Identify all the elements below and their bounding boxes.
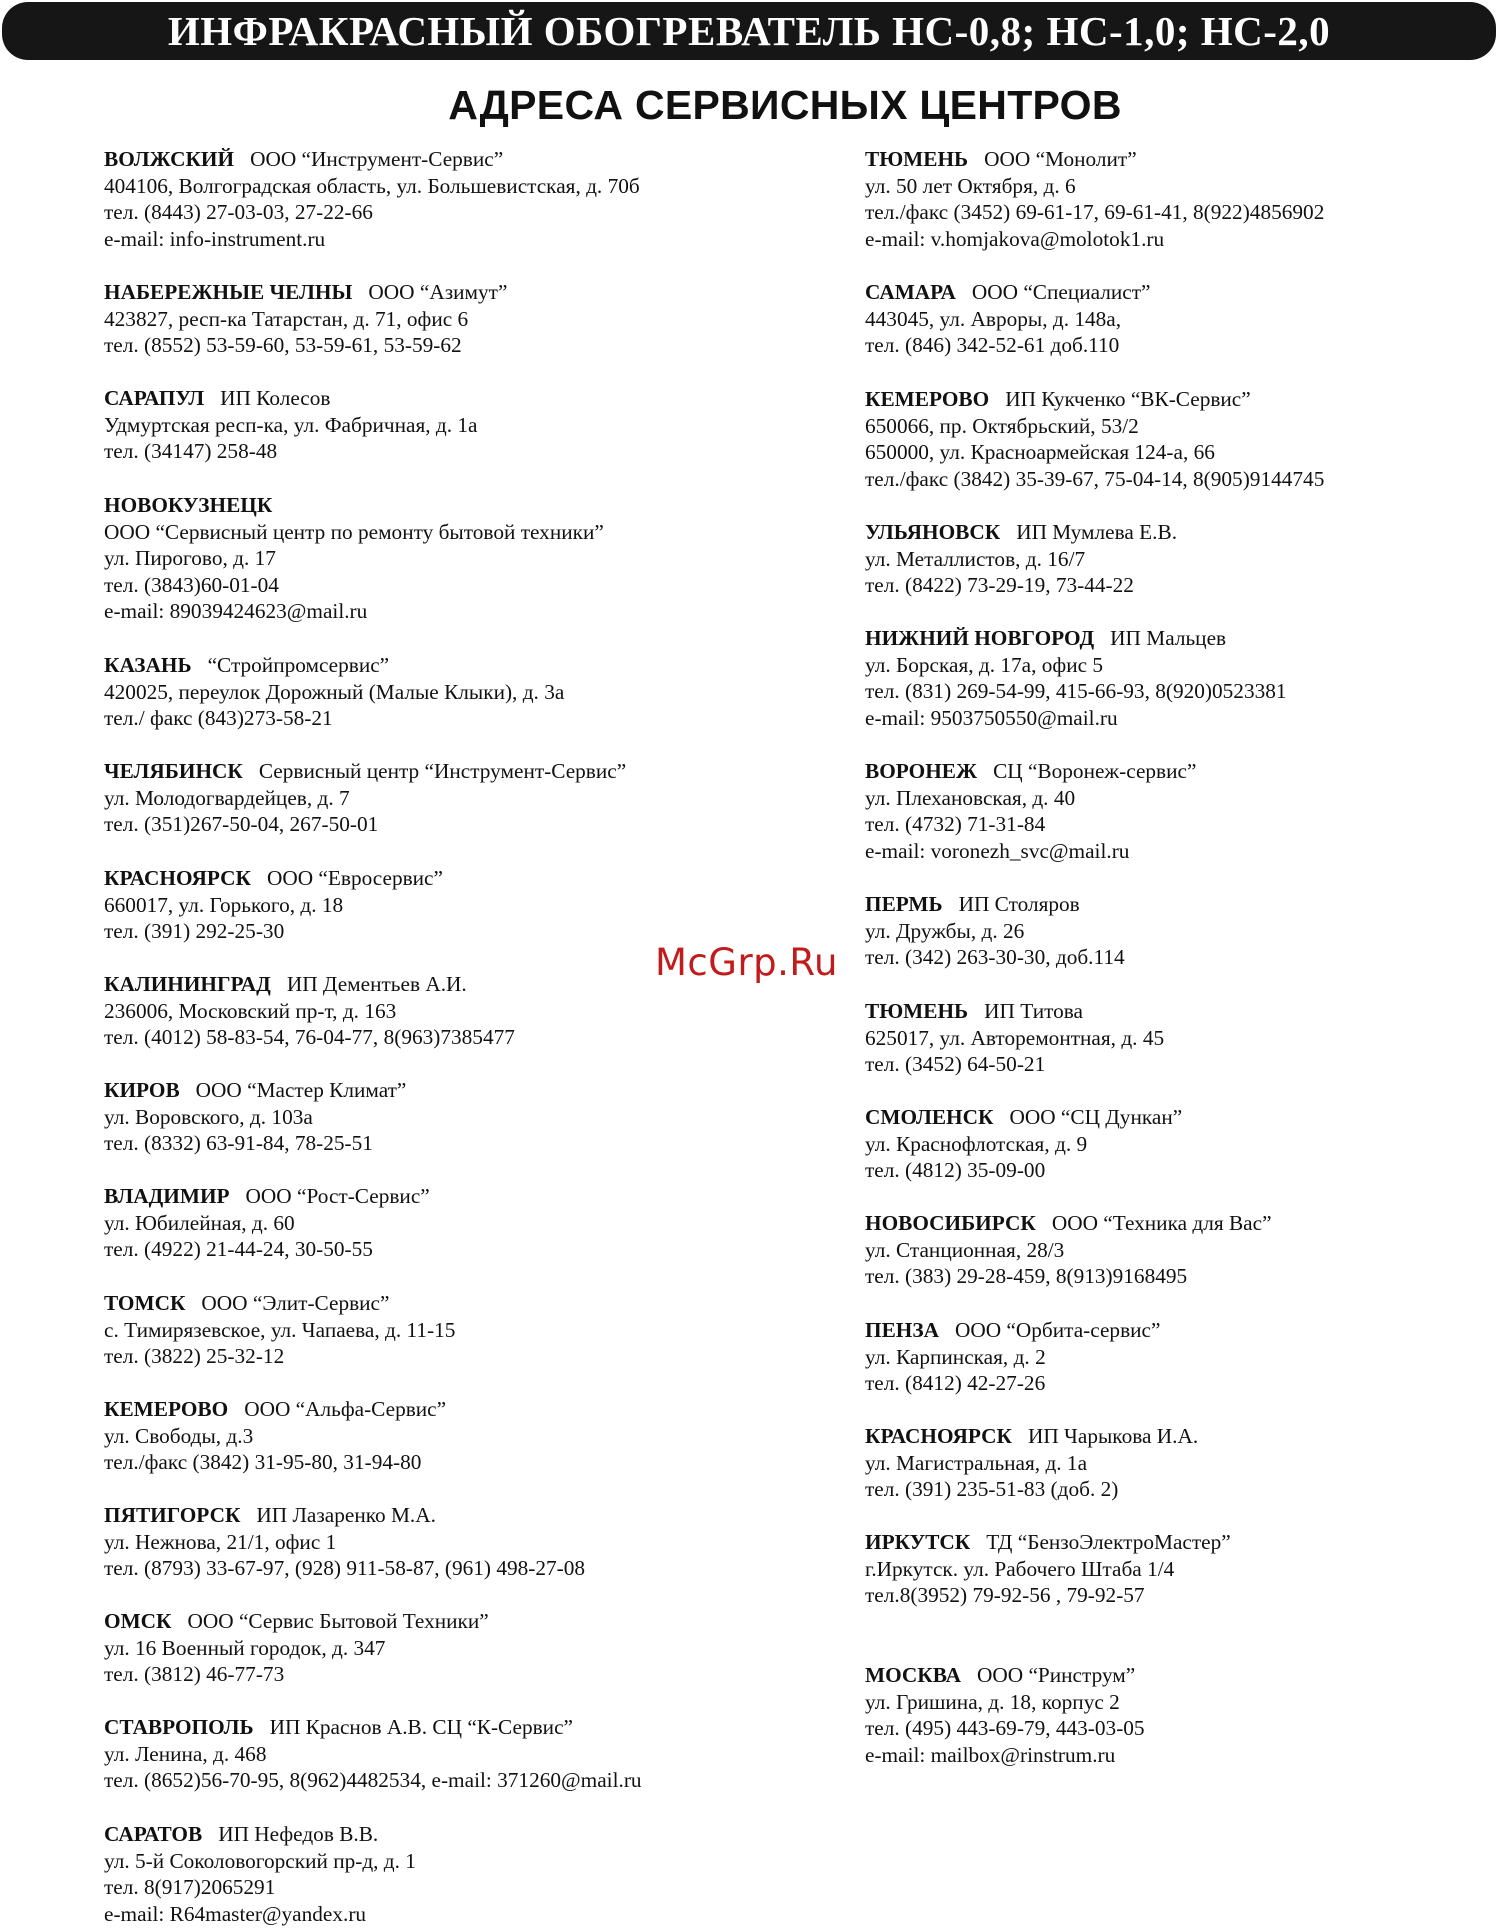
city-name: НОВОСИБИРСК (865, 1211, 1036, 1235)
company-name: ООО “Сервис Бытовой Техники” (187, 1609, 489, 1633)
company-name: ИП Чарыкова И.А. (1027, 1424, 1199, 1448)
company-name: ООО “Рост-Сервис” (245, 1184, 430, 1208)
entry-heading (104, 279, 507, 306)
company-name: ООО “Инструмент-Сервис” (250, 147, 504, 171)
city-name: НАБЕРЕЖНЫЕ ЧЕЛНЫ (104, 280, 353, 304)
address-line: тел. (383) 29-28-459, 8(913)9168495 (865, 1264, 1188, 1289)
address-line: тел. (8443) 27-03-03, 27-22-66 (104, 200, 373, 225)
company-name: ООО “Элит-Сервис” (201, 1291, 390, 1315)
city-name: ПЕНЗА (865, 1318, 939, 1342)
service-center-entry (104, 1608, 489, 1688)
address-line: e-mail: voronezh_svc@mail.ru (865, 838, 1130, 863)
address-line: 650000, ул. Красноармейская 124-а, 66 (865, 440, 1215, 465)
service-center-entry (104, 758, 626, 838)
entry-heading (865, 1210, 1272, 1237)
address-line: ул. Станционная, 28/3 (865, 1237, 1065, 1262)
entry-heading (865, 386, 1324, 413)
address-line: ул. Металлистов, д. 16/7 (865, 546, 1086, 571)
address-line: тел. (3822) 25-32-12 (104, 1344, 285, 1369)
service-center-entry (865, 998, 1164, 1078)
address-line: ул. Пирогово, д. 17 (104, 546, 276, 571)
service-center-entry (104, 1502, 585, 1582)
address-line: тел. (3452) 64-50-21 (865, 1052, 1046, 1077)
service-center-entry (865, 146, 1324, 252)
city-name: САРАПУЛ (104, 386, 205, 410)
entry-heading (865, 519, 1177, 546)
city-name: СТАВРОПОЛЬ (104, 1715, 254, 1739)
company-name: ООО “СЦ Дункан” (1009, 1105, 1183, 1129)
city-name: ВЛАДИМИР (104, 1184, 230, 1208)
entry-heading (865, 1423, 1198, 1450)
address-line: тел. (4812) 35-09-00 (865, 1158, 1046, 1183)
service-center-entry (865, 1317, 1160, 1397)
entry-heading (104, 1396, 446, 1423)
service-center-entry (865, 519, 1177, 599)
city-name: НОВОКУЗНЕЦК (104, 493, 273, 517)
company-name: ООО “Техника для Вас” (1051, 1211, 1272, 1235)
company-name: ИП Мальцев (1110, 626, 1227, 650)
address-line: тел./факс (3842) 31-95-80, 31-94-80 (104, 1450, 422, 1475)
address-line: ул. Гришина, д. 18, корпус 2 (865, 1689, 1120, 1714)
service-center-entry (104, 492, 604, 625)
city-name: КАЛИНИНГРАД (104, 972, 271, 996)
entry-heading (104, 1502, 585, 1529)
company-name: ООО “Альфа-Сервис” (244, 1397, 447, 1421)
service-center-entry (865, 279, 1151, 359)
service-center-entry (865, 891, 1125, 971)
address-line: тел. (4732) 71-31-84 (865, 812, 1046, 837)
entry-heading (104, 1183, 430, 1210)
entry-heading (865, 758, 1196, 785)
entry-heading (865, 625, 1287, 652)
address-line: e-mail: 89039424623@mail.ru (104, 599, 368, 624)
address-line: тел. (8552) 53-59-60, 53-59-61, 53-59-62 (104, 333, 462, 358)
address-line: 625017, ул. Авторемонтная, д. 45 (865, 1025, 1165, 1050)
entry-heading (104, 492, 604, 519)
service-center-entry (104, 279, 507, 359)
company-name: Сервисный центр “Инструмент-Сервис” (258, 759, 627, 783)
service-center-entry (104, 146, 640, 252)
company-name: ООО “Евросервис” (266, 866, 443, 890)
service-center-entry (865, 1104, 1182, 1184)
address-line: тел. (342) 263-30-30, доб.114 (865, 945, 1125, 970)
company-name: ИП Лазаренко М.А. (256, 1503, 436, 1527)
service-center-entry (104, 385, 477, 465)
header-title: ИНФРАКРАСНЫЙ ОБОГРЕВАТЕЛЬ НС-0,8; НС-1,0; НС-2,0 (167, 8, 1331, 54)
address-line: г.Иркутск. ул. Рабочего Штаба 1/4 (865, 1556, 1175, 1581)
city-name: ЧЕЛЯБИНСК (104, 759, 243, 783)
address-line: ул. Дружбы, д. 26 (865, 918, 1025, 943)
address-line: Удмуртская респ-ка, ул. Фабричная, д. 1а (104, 412, 478, 437)
company-name: СЦ “Воронеж-сервис” (993, 759, 1197, 783)
entry-heading (104, 971, 515, 998)
address-line: тел.8(3952) 79-92-56 , 79-92-57 (865, 1583, 1145, 1608)
address-line: тел./факс (3842) 35-39-67, 75-04-14, 8(905)9144745 (865, 466, 1325, 491)
address-line: тел. (831) 269-54-99, 415-66-93, 8(920)0523381 (865, 679, 1287, 704)
service-center-entry (865, 758, 1196, 864)
address-line: ул. Нежнова, 21/1, офис 1 (104, 1529, 337, 1554)
entry-heading (104, 385, 477, 412)
address-line: 420025, переулок Дорожный (Малые Клыки), д. 3а (104, 679, 565, 704)
service-center-entry (104, 865, 443, 945)
address-line: тел. (8412) 42-27-26 (865, 1371, 1046, 1396)
service-center-entry (104, 971, 515, 1051)
city-name: ТЮМЕНЬ (865, 147, 969, 171)
company-name: ТД “БензоЭлектроМастер” (986, 1530, 1231, 1554)
company-name: ИП Краснов А.В. СЦ “К-Сервис” (269, 1715, 573, 1739)
address-line: ООО “Сервисный центр по ремонту бытовой техники” (104, 519, 604, 544)
address-line: тел. (391) 235-51-83 (доб. 2) (865, 1477, 1119, 1502)
entry-heading (104, 1077, 406, 1104)
city-name: МОСКВА (865, 1663, 961, 1687)
address-line: тел. (8332) 63-91-84, 78-25-51 (104, 1131, 373, 1156)
address-line: ул. Борская, д. 17а, офис 5 (865, 652, 1104, 677)
entry-heading (104, 146, 640, 173)
entry-heading (865, 1529, 1231, 1556)
address-line: тел./факс (3452) 69-61-17, 69-61-41, 8(922)4856902 (865, 200, 1325, 225)
address-line: e-mail: mailbox@rinstrum.ru (865, 1742, 1116, 1767)
service-center-entry (865, 386, 1324, 492)
city-name: ИРКУТСК (865, 1530, 971, 1554)
address-line: e-mail: info-instrument.ru (104, 226, 326, 251)
company-name: ИП Колесов (220, 386, 331, 410)
city-name: ТЮМЕНЬ (865, 999, 969, 1023)
address-line: ул. 50 лет Октября, д. 6 (865, 173, 1076, 198)
company-name: ООО “Ринструм” (977, 1663, 1136, 1687)
service-center-entry (865, 1529, 1231, 1609)
service-center-entry (104, 1077, 406, 1157)
entry-heading (865, 279, 1151, 306)
entry-heading (104, 1821, 416, 1848)
company-name: ООО “Азимут” (368, 280, 508, 304)
address-line: ул. Карпинская, д. 2 (865, 1344, 1046, 1369)
entry-heading (104, 758, 626, 785)
city-name: УЛЬЯНОВСК (865, 520, 1001, 544)
city-name: НИЖНИЙ НОВГОРОД (865, 626, 1095, 650)
city-name: КЕМЕРОВО (104, 1397, 229, 1421)
address-line: e-mail: R64master@yandex.ru (104, 1901, 367, 1926)
city-name: ОМСК (104, 1609, 172, 1633)
address-line: тел. (8422) 73-29-19, 73-44-22 (865, 573, 1134, 598)
city-name: КРАСНОЯРСК (104, 866, 251, 890)
address-line: 660017, ул. Горького, д. 18 (104, 892, 344, 917)
address-line: тел./ факс (843)273-58-21 (104, 706, 333, 731)
city-name: ПЕРМЬ (865, 892, 943, 916)
service-center-entry (104, 1821, 416, 1927)
watermark: McGrp.Ru (655, 941, 838, 984)
company-name: ИП Мумлева Е.В. (1016, 520, 1178, 544)
address-line: ул. Плехановская, д. 40 (865, 785, 1076, 810)
company-name: ИП Столяров (958, 892, 1080, 916)
city-name: КАЗАНЬ (104, 653, 192, 677)
service-center-entry (104, 1290, 455, 1370)
address-line: тел. (351)267-50-04, 267-50-01 (104, 812, 379, 837)
city-name: ВОРОНЕЖ (865, 759, 978, 783)
city-name: КИРОВ (104, 1078, 180, 1102)
company-name: ИП Кукченко “ВК-Сервис” (1005, 387, 1251, 411)
service-center-entry (865, 1210, 1272, 1290)
city-name: КЕМЕРОВО (865, 387, 990, 411)
company-name: ООО “Орбита-сервис” (954, 1318, 1161, 1342)
address-line: 404106, Волгоградская область, ул. Большевистская, д. 70б (104, 173, 640, 198)
entry-heading (865, 1662, 1145, 1689)
entry-heading (104, 865, 443, 892)
page-title: АДРЕСА СЕРВИСНЫХ ЦЕНТРОВ (448, 82, 1122, 128)
service-center-entry (104, 1183, 430, 1263)
service-center-entry (104, 1396, 446, 1476)
company-name: ООО “Монолит” (984, 147, 1137, 171)
entry-heading (865, 1104, 1182, 1131)
address-line: тел. (4012) 58-83-54, 76-04-77, 8(963)7385477 (104, 1025, 515, 1050)
service-center-entry (865, 1662, 1145, 1768)
address-line: тел. (3843)60-01-04 (104, 572, 279, 597)
company-name: ООО “Мастер Климат” (195, 1078, 407, 1102)
entry-heading (865, 998, 1164, 1025)
address-line: 443045, ул. Авроры, д. 148а, (865, 306, 1122, 331)
city-name: ВОЛЖСКИЙ (104, 147, 235, 171)
city-name: САМАРА (865, 280, 956, 304)
entry-heading (865, 146, 1324, 173)
address-line: ул. Краснофлотская, д. 9 (865, 1131, 1088, 1156)
address-line: тел. (8652)56-70-95, 8(962)4482534, e-mail: 371260@mail.ru (104, 1768, 642, 1793)
address-line: тел. 8(917)2065291 (104, 1875, 276, 1900)
address-line: тел. (846) 342-52-61 доб.110 (865, 333, 1120, 358)
address-line: ул. 16 Военный городок, д. 347 (104, 1635, 386, 1660)
address-line: ул. Ленина, д. 468 (104, 1741, 267, 1766)
address-line: 423827, респ-ка Татарстан, д. 71, офис 6 (104, 306, 469, 331)
city-name: КРАСНОЯРСК (865, 1424, 1012, 1448)
address-line: e-mail: 9503750550@mail.ru (865, 705, 1118, 730)
address-line: ул. 5-й Соколовогорский пр-д, д. 1 (104, 1848, 416, 1873)
address-line: с. Тимирязевское, ул. Чапаева, д. 11-15 (104, 1317, 456, 1342)
entry-heading (104, 1290, 455, 1317)
service-center-entry (865, 625, 1287, 731)
company-name: ООО “Специалист” (971, 280, 1151, 304)
entry-heading (104, 1714, 642, 1741)
header-bar (2, 2, 1496, 60)
entry-heading (865, 1317, 1160, 1344)
address-line: ул. Свободы, д.3 (104, 1423, 254, 1448)
address-line: тел. (495) 443-69-79, 443-03-05 (865, 1716, 1145, 1741)
address-line: 236006, Московский пр-т, д. 163 (104, 998, 397, 1023)
city-name: ТОМСК (104, 1291, 186, 1315)
service-center-entry (104, 652, 564, 732)
address-line: тел. (391) 292-25-30 (104, 919, 285, 944)
address-line: 650066, пр. Октябрьский, 53/2 (865, 413, 1139, 438)
city-name: СМОЛЕНСК (865, 1105, 994, 1129)
address-line: e-mail: v.homjakova@molotok1.ru (865, 226, 1165, 251)
company-name: “Стройпромсервис” (207, 653, 390, 677)
address-line: тел. (4922) 21-44-24, 30-50-55 (104, 1237, 373, 1262)
city-name: САРАТОВ (104, 1822, 203, 1846)
address-line: ул. Молодогвардейцев, д. 7 (104, 785, 350, 810)
city-name: ПЯТИГОРСК (104, 1503, 241, 1527)
service-center-entry (104, 1714, 642, 1794)
address-line: ул. Юбилейная, д. 60 (104, 1210, 295, 1235)
company-name: ИП Титова (984, 999, 1084, 1023)
entry-heading (104, 652, 564, 679)
address-line: тел. (34147) 258-48 (104, 439, 278, 464)
entry-heading (104, 1608, 489, 1635)
company-name: ИП Нефедов В.В. (218, 1822, 379, 1846)
address-line: тел. (8793) 33-67-97, (928) 911-58-87, (961) 498-27-08 (104, 1556, 586, 1581)
entry-heading (865, 891, 1125, 918)
service-center-entry (865, 1423, 1198, 1503)
address-line: ул. Магистральная, д. 1а (865, 1450, 1088, 1475)
company-name: ИП Дементьев А.И. (286, 972, 467, 996)
address-line: ул. Воровского, д. 103а (104, 1104, 313, 1129)
address-line: тел. (3812) 46-77-73 (104, 1662, 285, 1687)
